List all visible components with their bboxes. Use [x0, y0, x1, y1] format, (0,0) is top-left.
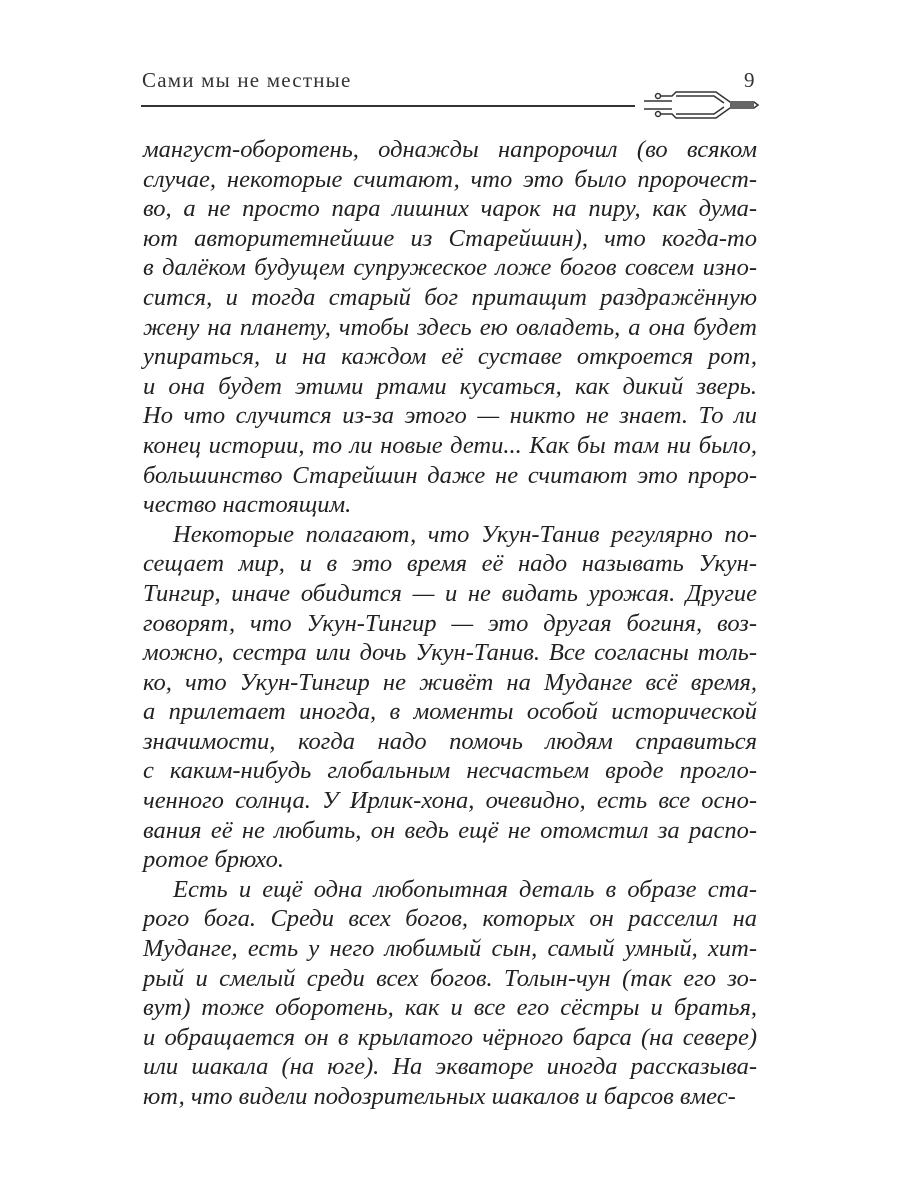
- text-line: вания её не любить, он ведь ещё не отомстил за распо-: [143, 816, 757, 844]
- text-line: упираться, и на каждом её суставе откроется рот,: [143, 343, 757, 371]
- text-line: рый и смелый среди всех богов. Толын-чун (так его зо-: [143, 964, 757, 992]
- text-line: конец истории, то ли новые дети... Как бы там ни было,: [143, 431, 757, 459]
- text-line: Некоторые полагают, что Укун-Танив регулярно по-: [173, 520, 757, 548]
- text-line: Но что случится из-за этого — никто не знает. То ли: [143, 402, 757, 430]
- running-header-title: Сами мы не местные: [142, 68, 352, 92]
- pen-nib-ornament-icon: [636, 90, 760, 120]
- page-number: 9: [744, 68, 755, 92]
- text-line: с каким-нибудь глобальным несчастьем вроде прогло-: [143, 757, 757, 785]
- text-line: сещает мир, и в это время её надо называть Укун-: [143, 550, 757, 578]
- text-line: ют авторитетнейшие из Старейшин), что когда-то: [143, 224, 757, 252]
- text-line: ченного солнца. У Ирлик-хона, очевидно, есть все осно-: [143, 787, 757, 815]
- text-line: ют, что видели подозрительных шакалов и барсов вмес-: [143, 1083, 736, 1110]
- text-line: значимости, когда надо помочь людям справиться: [143, 727, 757, 755]
- text-line: Тингир, иначе обидится — и не видать урожая. Другие: [143, 579, 757, 607]
- header-rule: [141, 105, 635, 107]
- text-line: говорят, что Укун-Тингир — это другая богиня, воз-: [143, 609, 757, 637]
- text-line: чество настоящим.: [143, 491, 352, 519]
- text-line: большинство Старейшин даже не считают это проро-: [143, 461, 757, 489]
- text-line: жену на планету, чтобы здесь ею овладеть, а она будет: [143, 313, 757, 341]
- text-line: Есть и ещё одна любопытная деталь в образе ста-: [173, 875, 757, 903]
- text-line: а прилетает иногда, в моменты особой исторической: [143, 698, 757, 726]
- text-line: или шакала (на юге). На экваторе иногда рассказыва-: [143, 1053, 757, 1081]
- page-body-text: [143, 135, 757, 1112]
- text-line: рого бога. Среди всех богов, которых он расселил на: [143, 905, 757, 933]
- text-line: ротое брюхо.: [143, 846, 284, 874]
- text-line: ко, что Укун-Тингир не живёт на Муданге всё время,: [143, 668, 757, 696]
- text-line: во, а не просто пара лишних чарок на пиру, как дума-: [143, 195, 757, 223]
- text-line: вут) тоже оборотень, как и все его сёстры и братья,: [143, 994, 757, 1022]
- text-line: в далёком будущем супружеское ложе богов совсем изно-: [143, 254, 757, 282]
- text-line: сится, и тогда старый бог притащит раздражённую: [143, 283, 757, 311]
- text-line: Муданге, есть у него любимый сын, самый умный, хит-: [143, 935, 757, 963]
- text-line: и она будет этими ртами кусаться, как дикий зверь.: [143, 372, 757, 400]
- text-line: и обращается он в крылатого чёрного барса (на севере): [143, 1023, 757, 1051]
- text-line: мангуст-оборотень, однажды напророчил (во всяком: [143, 136, 757, 163]
- text-line: случае, некоторые считают, что это было пророчест-: [143, 165, 757, 193]
- text-line: можно, сестра или дочь Укун-Танив. Все согласны толь-: [143, 639, 757, 667]
